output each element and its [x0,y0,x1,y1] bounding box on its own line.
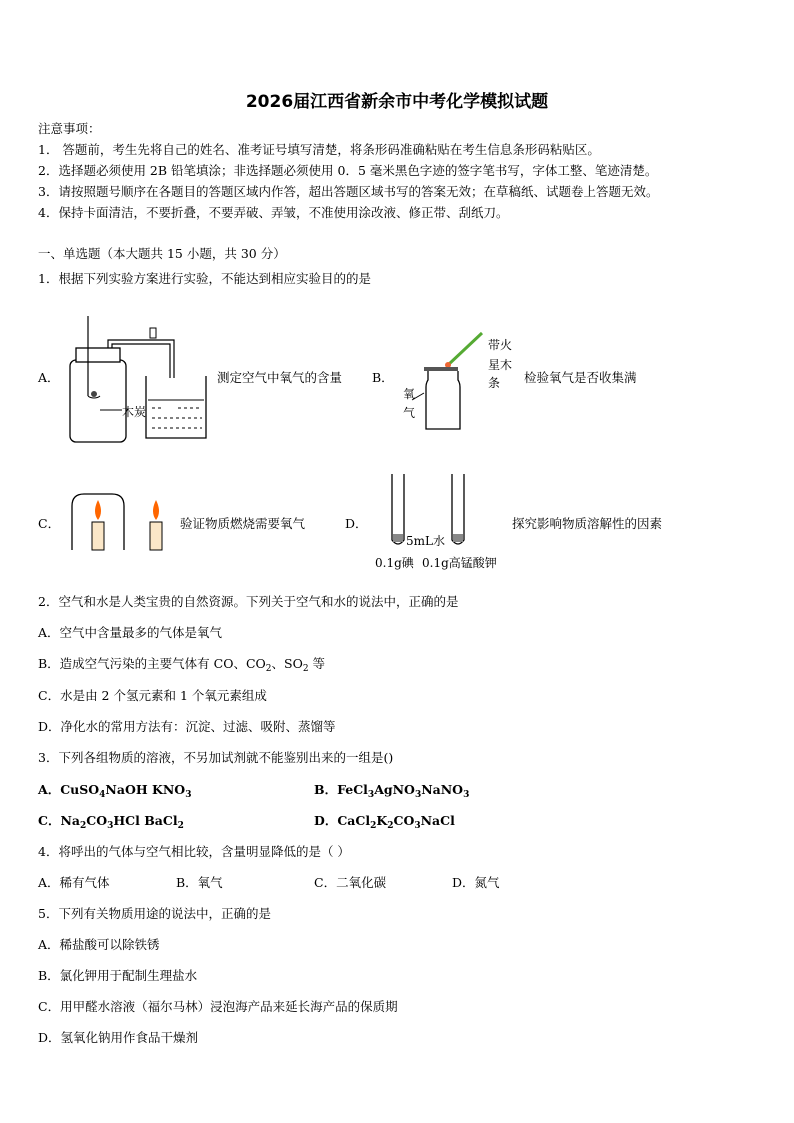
q5-option-b: B．氯化钾用于配制生理盐水 [38,968,198,983]
notice-item-4: 4．保持卡面清洁，不要折叠，不要弄破、弄皱，不准使用涂改液、修正带、刮纸刀。 [38,205,509,220]
q1-option-a-letter: A． [38,370,60,385]
q3-option-b: B．FeCl$_3$AgNO$_3$NaNO$_3$ [314,782,470,800]
q2-option-c: C．水是由 2 个氢元素和 1 个氧元素组成 [38,688,267,703]
q1-c-apparatus [68,490,178,555]
q1-option-d-text: 探究影响物质溶解性的因素 [512,516,663,531]
q3-option-c: C．$Na_2CO_3HCl$ BaCl$_2$ [38,813,184,831]
q3-option-d: D．$CaCl_2K_2CO_3NaCl$ [314,813,455,831]
section-heading: 一、单选题（本大题共 15 小题，共 30 分） [38,246,286,261]
q1-stem: 1．根据下列实验方案进行实验，不能达到相应实验目的的是 [38,271,371,286]
q1-a-apparatus [66,308,216,448]
q1-a-label-charcoal: 木炭 [122,405,147,419]
q1-option-a-text: 测定空气中氧气的含量 [217,370,343,385]
q5-option-c: C．用甲醛水溶液（福尔马林）浸泡海产品来延长海产品的保质期 [38,999,398,1014]
q2-option-a: A．空气中含量最多的气体是氧气 [38,625,223,640]
q4-option-a: A．稀有气体 [38,875,110,890]
q1-d-label-iodine: 0.1g碘 [375,556,414,570]
q4-option-b: B．氧气 [176,875,223,890]
q1-b-label-splint-2: 星木 [488,358,513,372]
q5-option-a: A．稀盐酸可以除铁锈 [38,937,160,952]
q1-d-apparatus [372,470,512,575]
q1-b-apparatus [400,325,520,435]
q1-b-label-oxygen-2: 气 [403,406,416,420]
q1-option-d-letter: D． [345,516,368,531]
q1-option-c-text: 验证物质燃烧需要氧气 [180,516,306,531]
q1-d-label-water: 5mL水 [406,534,445,548]
q5-stem: 5．下列有关物质用途的说法中，正确的是 [38,906,271,921]
q1-option-b-letter: B． [372,370,394,385]
q2-stem: 2．空气和水是人类宝贵的自然资源。下列关于空气和水的说法中，正确的是 [38,594,459,609]
q2-option-d: D．净化水的常用方法有：沉淀、过滤、吸附、蒸馏等 [38,719,336,734]
q1-option-b-text: 检验氧气是否收集满 [524,370,637,385]
q1-b-label-oxygen-1: 氧 [403,387,416,401]
q4-option-c: C．二氧化碳 [314,875,387,890]
q4-option-d: D．氮气 [452,875,500,890]
q1-option-c-letter: C． [38,516,61,531]
q4-stem: 4．将呼出的气体与空气相比较，含量明显降低的是（ ） [38,844,350,859]
q2-option-b: B．造成空气污染的主要气体有 CO、$CO_2$、$SO_2$ 等 [38,656,326,674]
notice-item-3: 3．请按照题号顺序在各题目的答题区域内作答，超出答题区域书写的答案无效；在草稿纸、试题卷上答题无效。 [38,184,659,199]
notice-item-2: 2．选择题必须使用 2B 铅笔填涂；非选择题必须使用 0．5 毫米黑色字迹的签字笔书写，字体工整、笔迹清楚。 [38,163,658,178]
q1-b-label-splint-1: 带火 [488,338,513,352]
q3-stem: 3．下列各组物质的溶液，不另加试剂就不能鉴别出来的一组是() [38,750,394,765]
notice-heading: 注意事项： [38,121,101,136]
q5-option-d: D．氢氧化钠用作食品干燥剂 [38,1030,199,1045]
q3-option-a: A．CuSO$_4$NaOH $KNO_3$ [38,782,192,800]
q1-b-label-splint-3: 条 [488,376,501,390]
page-title: 2026届江西省新余市中考化学模拟试题 [245,92,549,112]
notice-item-1: 1． 答题前，考生先将自己的姓名、准考证号填写清楚，将条形码准确粘贴在考生信息条形码粘贴区。 [38,142,600,157]
q1-d-label-kmno4: 0.1g高锰酸钾 [422,556,497,570]
